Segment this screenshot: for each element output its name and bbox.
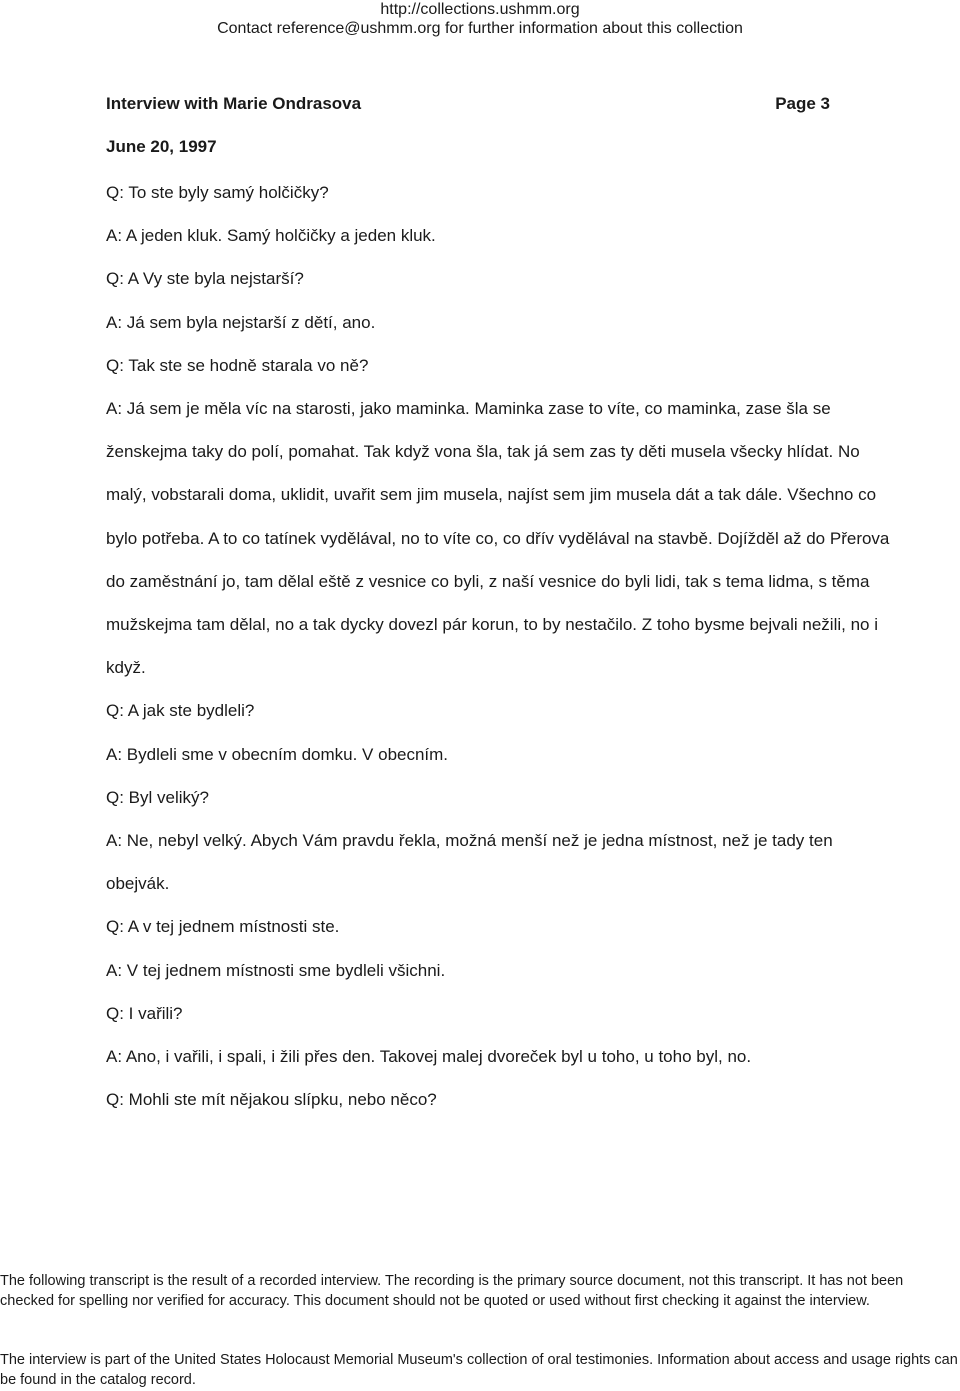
transcript-body [106,171,896,1121]
document-title: Interview with Marie Ondrasova [106,94,362,113]
transcript-paragraph: A: V tej jednem místnosti sme bydleli všichni. [106,960,446,980]
transcript-paragraph: A: A jeden kluk. Samý holčičky a jeden kluk. [106,226,436,246]
collection-url[interactable]: http://collections.ushmm.org [380,1,580,18]
transcript-paragraph: A: Bydleli sme v obecním domku. V obecním. [106,744,449,764]
footer-disclaimer [0,1271,960,1311]
transcript-paragraph: Q: A jak ste bydleli? [106,701,255,721]
collection-note-text: The interview is part of the United States Holocaust Memorial Museum's collection of oral testimonies. Information about access and usage rights can be found in the catalog record. [0,1352,958,1388]
disclaimer-text: The following transcript is the result of a recorded interview. The recording is the primary source document, not this transcript. It has not been checked for spelling nor verified for accuracy. This document should not be quoted or used without first checking it against the interview. [0,1273,904,1309]
transcript-paragraph: Q: Mohli ste mít nějakou slípku, nebo něco? [106,1090,437,1110]
transcript-paragraph: A: Ano, i vařili, i spali, i žili přes den. Takovej malej dvoreček byl u toho, u toho byl, no. [106,1047,752,1067]
transcript-paragraph: A: Já sem je měla víc na starosti, jako maminka. Maminka zase to víte, co maminka, zase šla se ženskejma taky do polí, pomahat. Tak když vona šla, tak já sem zas ty děti musela všecky hlídat. No malý, vobstarali doma, uklidit, uvařit sem jim musela, najíst sem jim musela dát a tak dále. Všechno co bylo potřeba. A to co tatínek vydělával, no to víte co, co dřív vydělával na stavbě. Dojížděl až do Přerova do zaměstnání jo, tam dělal eště z vesnice co byli, z naší vesnice do byli lidi, tak s tema lidma, s těma mužskejma tam dělal, no a tak dycky dovezl pár korun, to by nestačilo. Z toho bysme bejvali nežili, no i když. [106,399,890,678]
footer-collection-note [0,1350,960,1390]
transcript-paragraph: Q: Tak ste se hodně starala vo ně? [106,355,369,375]
transcript-paragraph: Q: A Vy ste byla nejstarší? [106,269,304,289]
transcript-paragraph: Q: I vařili? [106,1003,183,1023]
transcript-paragraph: A: Já sem byla nejstarší z dětí, ano. [106,312,376,332]
transcript-paragraph: A: Ne, nebyl velký. Abych Vám pravdu řekla, možná menší než je jedna místnost, než je tady ten obejvák. [106,831,833,894]
page-number: Page 3 [775,94,830,113]
transcript-paragraph: Q: To ste byly samý holčičky? [106,183,329,202]
transcript-paragraph: Q: Byl veliký? [106,787,209,807]
transcript-paragraph: Q: A v tej jednem místnosti ste. [106,917,340,937]
contact-line: Contact reference@ushmm.org for further information about this collection [217,20,743,37]
interview-date: June 20, 1997 [106,137,217,156]
